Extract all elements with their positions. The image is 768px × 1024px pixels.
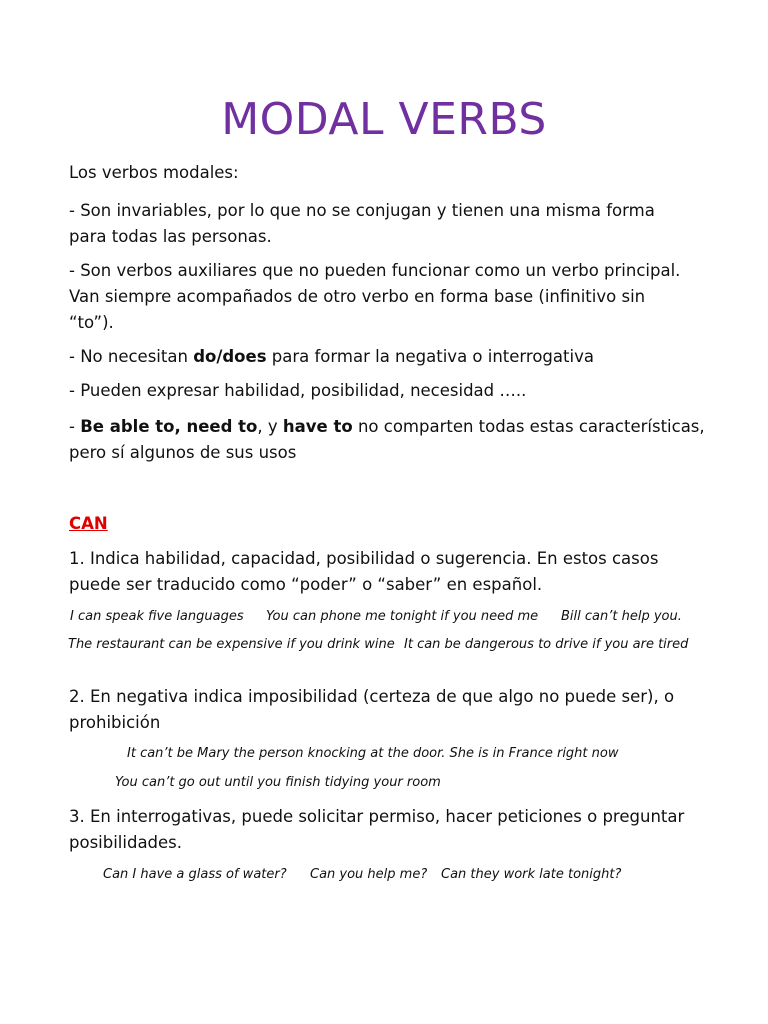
bullet-invariable-line1: - Son invariables, por lo que no se conjugan y tienen una misma forma [69, 201, 655, 220]
bullet-do-does-pre: - No necesitan [69, 347, 194, 366]
can-point3-line2: posibilidades. [69, 833, 183, 852]
can-point3-line1: 3. En interrogativas, puede solicitar permiso, hacer peticiones o preguntar [69, 807, 685, 826]
bullet-be-able-pre: - [69, 417, 81, 436]
bullet-be-able-bold2: have to [282, 417, 353, 436]
example-sentence: Can they work late tonight? [441, 867, 622, 882]
bullet-express: - Pueden expresar habilidad, posibilidad, necesidad ….. [69, 381, 527, 400]
bullet-do-does-bold: do/does [193, 347, 267, 366]
example-sentence: It can’t be Mary the person knocking at the door. She is in France right now [127, 746, 619, 761]
section-heading-can: CAN [69, 514, 108, 533]
bullet-invariable-line2: para todas las personas. [69, 227, 272, 246]
can-point1-line2: puede ser traducido como “poder” o “saber” en español. [69, 575, 543, 594]
bullet-be-able-line1 [69, 414, 709, 440]
bullet-be-able-post: no comparten todas estas características, [352, 417, 705, 436]
bullet-auxiliary-line3: “to”). [69, 313, 114, 332]
bullet-be-able-line2: pero sí algunos de sus usos [69, 443, 297, 462]
bullet-do-does [69, 344, 709, 370]
example-sentence: You can phone me tonight if you need me [266, 609, 539, 624]
can-point2-line1: 2. En negativa indica imposibilidad (certeza de que algo no puede ser), o [69, 687, 675, 706]
bullet-be-able-bold1: Be able to, need to [80, 417, 258, 436]
example-sentence: I can speak five languages [70, 609, 244, 624]
can-point1-line1: 1. Indica habilidad, capacidad, posibilidad o sugerencia. En estos casos [69, 549, 659, 568]
example-sentence: Can you help me? [310, 867, 428, 882]
example-sentence: Bill can’t help you. [561, 609, 682, 624]
bullet-do-does-post: para formar la negativa o interrogativa [266, 347, 594, 366]
bullet-auxiliary-line1: - Son verbos auxiliares que no pueden funcionar como un verbo principal. [69, 261, 681, 280]
bullet-be-able-mid: , y [257, 417, 283, 436]
bullet-auxiliary-line2: Van siempre acompañados de otro verbo en forma base (infinitivo sin [69, 287, 646, 306]
example-sentence: You can’t go out until you finish tidying your room [115, 775, 441, 790]
can-point2-line2: prohibición [69, 713, 161, 732]
example-sentence: The restaurant can be expensive if you drink wine [68, 637, 395, 652]
example-sentence: Can I have a glass of water? [103, 867, 287, 882]
page-title: MODAL VERBS [221, 94, 547, 145]
example-sentence: It can be dangerous to drive if you are tired [404, 637, 689, 652]
intro-text: Los verbos modales: [69, 163, 239, 182]
